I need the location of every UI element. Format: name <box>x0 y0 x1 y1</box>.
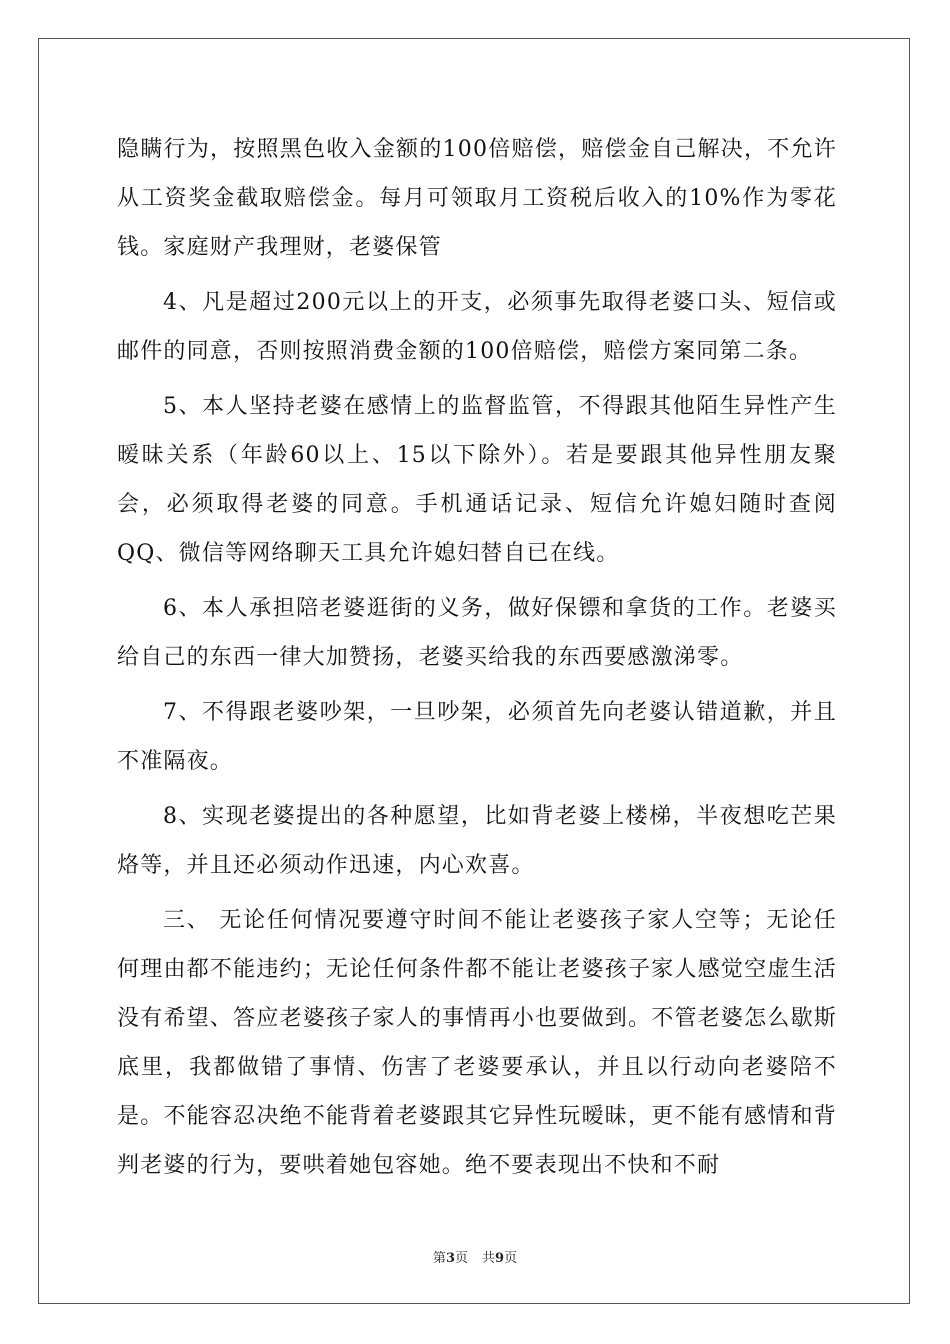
paragraph-section-three: 三、 无论任何情况要遵守时间不能让老婆孩子家人空等；无论任何理由都不能违约；无论任何条件都不能让老婆孩子家人感觉空虚生活没有希望、答应老婆孩子家人的事情再小也要做到。不管老婆怎么歇斯底里，我都做错了事情、伤害了老婆要承认，并且以行动向老婆陪不是。不能容忍决绝不能背着老婆跟其它异性玩暧昧，更不能有感情和背判老婆的行为，要哄着她包容她。绝不要表现出不快和不耐 <box>117 908 837 1178</box>
paragraph-item-6: 6、本人承担陪老婆逛街的义务，做好保镖和拿货的工作。老婆买给自己的东西一律大加赞扬，老婆买给我的东西要感激涕零。 <box>117 596 837 670</box>
paragraph-item-4: 4、凡是超过200元以上的开支，必须事先取得老婆口头、短信或邮件的同意，否则按照消费金额的100倍赔偿，赔偿方案同第二条。 <box>117 290 837 364</box>
page-prefix: 第 <box>432 1251 446 1266</box>
paragraph-continuation: 隐瞒行为，按照黑色收入金额的100倍赔偿，赔偿金自己解决，不允许从工资奖金截取赔偿金。每月可领取月工资税后收入的10%作为零花钱。家庭财产我理财，老婆保管 <box>117 137 837 260</box>
page-footer <box>0 1247 950 1266</box>
total-pages: 9 <box>495 1251 505 1266</box>
total-prefix: 共 <box>482 1251 496 1266</box>
document-body <box>117 125 837 1196</box>
paragraph-item-5: 5、本人坚持老婆在感情上的监督监管，不得跟其他陌生异性产生暧昧关系（年龄60以上、15以下除外）。若是要跟其他异性朋友聚会，必须取得老婆的同意。手机通话记录、短信允许媳妇随时查阅QQ、微信等网络聊天工具允许媳妇替自已在线。 <box>117 394 837 566</box>
total-suffix: 页 <box>504 1251 518 1266</box>
paragraph-item-7: 7、不得跟老婆吵架，一旦吵架，必须首先向老婆认错道歉，并且不准隔夜。 <box>117 700 837 774</box>
paragraph-item-8: 8、实现老婆提出的各种愿望，比如背老婆上楼梯，半夜想吃芒果烙等，并且还必须动作迅速，内心欢喜。 <box>117 804 837 878</box>
page-number: 3 <box>445 1251 455 1266</box>
page-suffix: 页 <box>454 1251 468 1266</box>
